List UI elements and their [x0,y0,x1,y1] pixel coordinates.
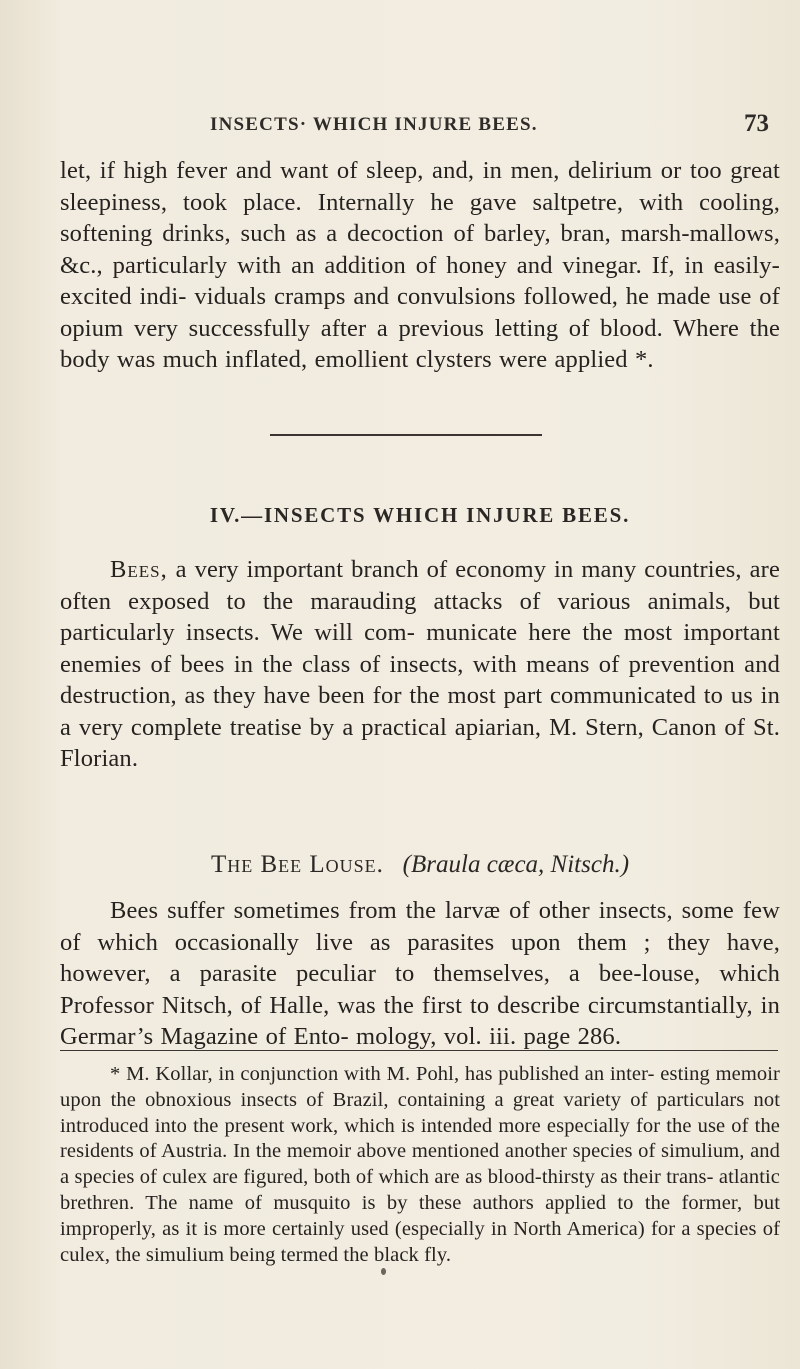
footnote: * M. Kollar, in conjunction with M. Pohl, has published an inter- esting memoir upon the obnoxious insects of Brazil, containing a great variety of particulars not introduced into the present work, which is intended more especially for the use of the residents of Austria. In the memoir above mentioned another species of simulium, and a species of culex are figured, both of which are as blood-thirsty as their trans- atlantic brethren. The name of musquito is by these authors applied to the former, but improperly, as it is more certainly used (especially in North America) for a species of culex, the simulium being termed the black fly. [60,1063,780,1266]
section-heading: IV.—INSECTS WHICH INJURE BEES. [209,503,631,527]
subsection-heading [60,851,780,879]
running-title: INSECTS· WHICH INJURE BEES. [210,114,538,135]
subsection-scientific-name: (Braula cæca, Nitsch.) [402,851,630,878]
section-intro-paragraph [60,554,780,775]
section-intro-block [60,554,780,775]
subsection-paragraph-block [60,895,780,1053]
section-intro-text: a very important branch of economy in many countries, are often exposed to the marauding attacks of various animals, but particularly insects. We will com- municate here the most important enemies of bees in the class of insects, with means of prevention and destruction, as they have been for the most part communicated to us in a very complete treatise by a practical apiarian, M. Stern, Canon of St. Florian. [60,556,780,772]
continuation-paragraph: let, if high fever and want of sleep, and, in men, delirium or too great sleepiness, took place. Internally he gave saltpetre, with cooling, softening drinks, such as a decoction of barley, bran, marsh-mallows, &c., particularly with an addition of honey and vinegar. If, in easily-excited indi- viduals cramps and convulsions followed, he made use of opium very successfully after a previous letting of blood. Where the body was much inflated, emollient clysters were applied *. [60,157,780,373]
ink-smudge [381,1268,386,1275]
subsection-name: The Bee Louse. [210,851,384,878]
footnote-block [60,1062,780,1268]
continuation-paragraph-block [60,155,780,376]
section-intro-first-word: Bees, [110,556,168,583]
section-divider-rule [270,434,542,436]
subsection-paragraph: Bees suffer sometimes from the larvæ of other insects, some few of which occasionally live as parasites upon them ; they have, however, a parasite peculiar to themselves, a bee-louse, which Professor Nitsch, of Halle, was the first to describe circumstantially, in Germar’s Magazine of Ento- mology, vol. iii. page 286. [60,897,780,1050]
page-number: 73 [744,110,769,137]
footnote-rule [60,1050,778,1051]
running-head [0,110,800,144]
